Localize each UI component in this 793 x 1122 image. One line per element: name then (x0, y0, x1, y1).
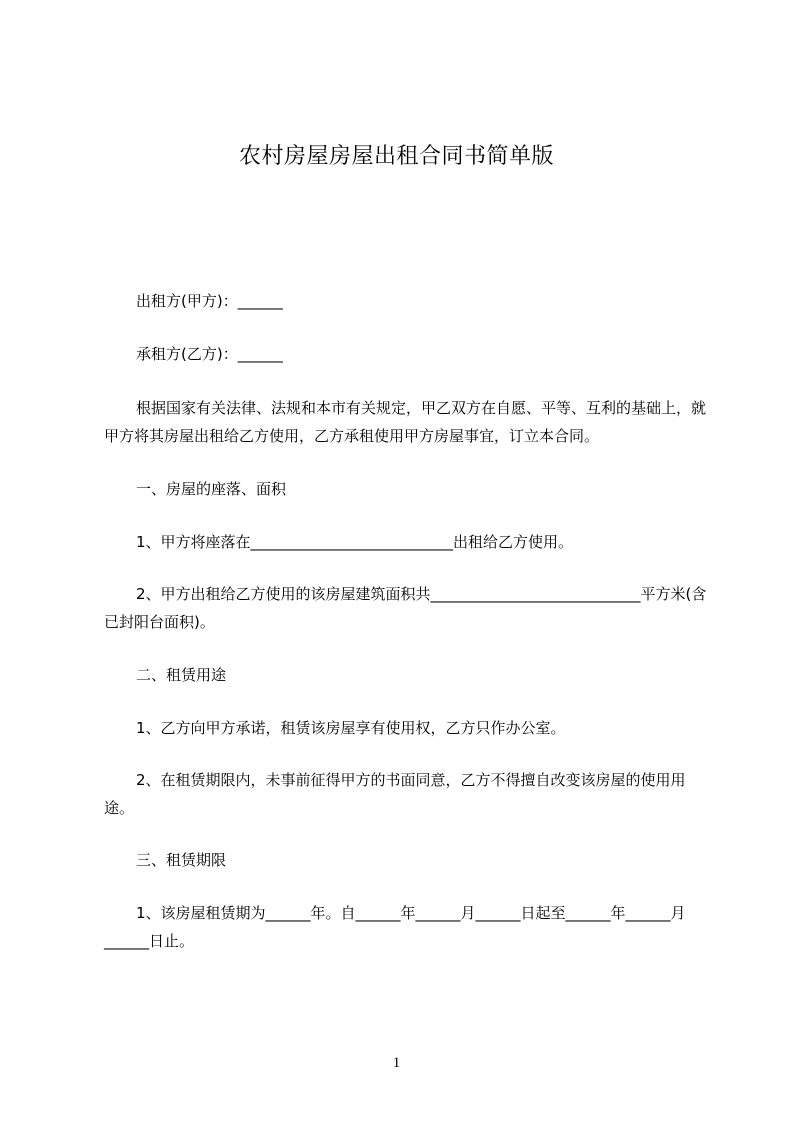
clause-usage-commitment: 1、乙方向甲方承诺，租赁该房屋享有使用权，乙方只作办公室。 (136, 719, 566, 737)
section-heading-location: 一、房屋的座落、面积 (136, 480, 287, 498)
clause-term: 1、该房屋租赁期为______年。自______年______月______日起至______年______月______日止。 (104, 904, 686, 950)
clause-usage-change: 2、在租赁期限内，未事前征得甲方的书面同意，乙方不得擅自改变该房屋的使用用途。 (104, 771, 686, 817)
clause-area: 2、甲方出租给乙方使用的该房屋建筑面积共____________________________平方米(含已封阳台面积)。 (104, 585, 707, 631)
section-heading-term: 三、租赁期限 (136, 851, 227, 869)
lessee-line: 承租方(乙方)：______ (136, 345, 283, 363)
document-title: 农村房屋房屋出租合同书简单版 (238, 144, 554, 169)
preamble-paragraph: 根据国家有关法律、法规和本市有关规定，甲乙双方在自愿、平等、互利的基础上，就甲方将其房屋出租给乙方使用，乙方承租使用甲方房屋事宜，订立本合同。 (104, 399, 707, 445)
section-heading-usage: 二、租赁用途 (136, 666, 227, 684)
page-number: 1 (392, 1055, 401, 1071)
lessor-line: 出租方(甲方)：______ (136, 292, 283, 310)
clause-location: 1、甲方将座落在___________________________出租给乙方使用。 (136, 533, 574, 551)
